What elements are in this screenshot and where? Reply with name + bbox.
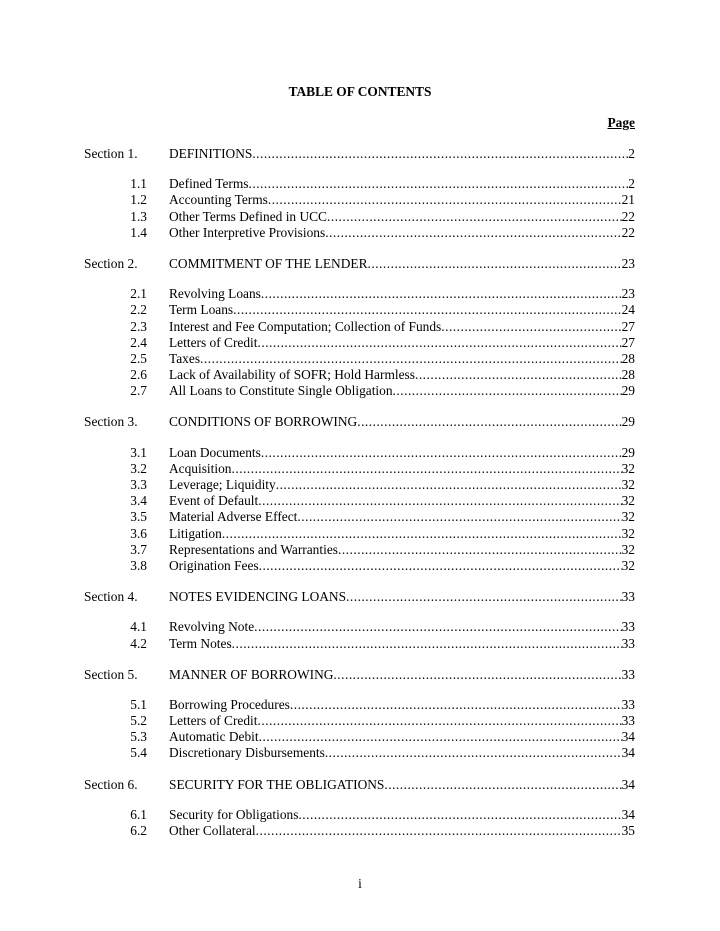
toc-entry-line [169,461,635,477]
dot-leader [232,461,622,477]
toc-entry-page: 33 [621,619,635,635]
toc-entry-page: 34 [621,745,635,761]
toc-entry-page: 29 [621,414,635,430]
toc-entry-number: 3.5 [130,509,147,525]
dot-leader [327,209,622,225]
toc-entry-line [169,445,635,461]
toc-entry-line [169,414,635,430]
toc-entry-number: 1.4 [130,224,147,240]
toc-title: TABLE OF CONTENTS [288,84,432,99]
toc-entry-page: 34 [621,806,635,822]
toc-list [0,146,720,839]
toc-entry-title: Term Notes [169,635,232,651]
toc-subsection-entry[interactable] [0,319,720,335]
dot-leader [298,807,621,823]
toc-section-entry[interactable] [0,256,720,272]
toc-entry-title: Accounting Terms [169,192,268,208]
toc-entry-line [169,176,635,192]
toc-entry-page: 24 [621,302,635,318]
toc-entry-line [169,256,635,272]
dot-leader [232,636,622,652]
toc-entry-page: 32 [621,460,635,476]
toc-entry-number: Section 1. [84,146,138,161]
dot-leader [290,697,622,713]
toc-entry-line [169,589,635,605]
toc-entry-line [169,619,635,635]
dot-leader [259,558,622,574]
toc-entry-number: 6.1 [130,806,147,822]
toc-entry-number: 5.1 [130,696,147,712]
toc-entry-title: COMMITMENT OF THE LENDER [169,255,368,271]
toc-entry-title: Other Interpretive Provisions [169,224,326,240]
toc-entry-line [169,807,635,823]
toc-entry-title: Term Loans [169,302,234,318]
toc-entry-line [169,526,635,542]
toc-entry-page: 22 [621,208,635,224]
toc-entry-line [169,209,635,225]
toc-entry-page: 33 [621,696,635,712]
toc-entry-line [169,383,635,399]
dot-leader [276,477,622,493]
page-number: i [358,876,362,891]
toc-subsection-entry[interactable] [0,192,720,208]
toc-entry-line [169,697,635,713]
dot-leader [325,225,621,241]
toc-entry-line [169,558,635,574]
toc-entry-title: Letters of Credit [169,334,258,350]
toc-entry-line [169,745,635,761]
toc-entry-number: 3.7 [130,541,147,557]
toc-subsection-entry[interactable] [0,636,720,652]
toc-entry-title: Lack of Availability of SOFR; Hold Harmless [169,367,415,383]
toc-subsection-entry[interactable] [0,286,720,302]
toc-subsection-entry[interactable] [0,558,720,574]
toc-entry-line [169,493,635,509]
toc-entry-line [169,335,635,351]
toc-subsection-entry[interactable] [0,209,720,225]
toc-entry-line [169,302,635,318]
toc-entry-page: 32 [621,541,635,557]
toc-subsection-entry[interactable] [0,542,720,558]
toc-entry-number: 2.6 [130,367,147,383]
toc-entry-page: 32 [621,525,635,541]
toc-entry-number: 4.2 [130,635,147,651]
toc-entry-page: 33 [621,713,635,729]
toc-entry-line [169,225,635,241]
toc-entry-number: 6.2 [130,823,147,838]
dot-leader [325,745,622,761]
toc-entry-page: 2 [628,176,635,192]
toc-entry-title: Automatic Debit [169,729,259,745]
toc-subsection-entry[interactable] [0,445,720,461]
toc-entry-title: Defined Terms [169,176,249,192]
toc-entry-title: Discretionary Disbursements [169,745,325,761]
dot-leader [338,542,622,558]
dot-leader [384,777,621,793]
dot-leader [415,367,622,383]
toc-entry-line [169,777,635,793]
toc-entry-line [169,509,635,525]
toc-subsection-entry[interactable] [0,697,720,713]
dot-leader [441,319,621,335]
toc-subsection-entry[interactable] [0,302,720,318]
toc-subsection-entry[interactable] [0,225,720,241]
dot-leader [346,589,622,605]
toc-subsection-entry[interactable] [0,619,720,635]
toc-subsection-entry[interactable] [0,351,720,367]
toc-entry-line [169,729,635,745]
toc-subsection-entry[interactable] [0,526,720,542]
toc-entry-number: 3.1 [130,444,147,460]
toc-entry-line [169,192,635,208]
toc-entry-number: 3.6 [130,525,147,541]
toc-entry-title: Origination Fees [169,557,259,573]
dot-leader [258,493,621,509]
dot-leader [222,526,622,542]
toc-entry-number: Section 2. [84,255,138,271]
toc-entry-line [169,319,635,335]
toc-section-entry[interactable] [0,667,720,683]
toc-entry-number: Section 4. [84,589,138,605]
toc-entry-line [169,542,635,558]
toc-entry-page: 27 [621,318,635,334]
toc-entry-page: 23 [621,255,635,271]
dot-leader [368,256,622,272]
toc-entry-line [169,713,635,729]
toc-entry-page: 28 [621,367,635,383]
toc-entry-number: 2.4 [130,334,147,350]
dot-leader [259,729,622,745]
toc-entry-page: 33 [621,589,635,605]
toc-entry-page: 28 [621,350,635,366]
toc-entry-page: 32 [621,493,635,509]
toc-entry-page: 21 [621,192,635,208]
dot-leader [333,667,621,683]
toc-entry-title: NOTES EVIDENCING LOANS [169,589,347,605]
toc-entry-title: Taxes [169,350,201,366]
dot-leader [357,414,621,430]
toc-entry-title: All Loans to Constitute Single Obligation [169,383,393,399]
toc-entry-number: 1.3 [130,208,147,224]
toc-entry-title: Revolving Note [169,619,255,635]
toc-entry-title: Borrowing Procedures [169,696,290,712]
toc-entry-title: Acquisition [169,460,232,476]
toc-entry-page: 29 [621,444,635,460]
toc-entry-line [169,351,635,367]
toc-subsection-entry[interactable] [0,729,720,745]
toc-entry-line [169,823,635,839]
toc-entry-title: Event of Default [169,493,259,509]
toc-subsection-entry[interactable] [0,823,720,839]
toc-entry-title: Litigation [169,525,222,541]
toc-entry-number: Section 5. [84,666,138,682]
toc-entry-line [169,286,635,302]
toc-entry-number: Section 6. [84,776,138,792]
toc-entry-page: 32 [621,509,635,525]
toc-entry-title: Security for Obligations [169,806,299,822]
dot-leader [200,351,622,367]
toc-entry-number: Section 3. [84,414,138,430]
toc-entry-page: 2 [628,146,635,161]
toc-section-entry[interactable] [0,414,720,430]
toc-entry-page: 35 [621,823,635,838]
toc-entry-page: 34 [621,776,635,792]
toc-entry-line [169,477,635,493]
toc-subsection-entry[interactable] [0,477,720,493]
toc-entry-number: 5.2 [130,713,147,729]
dot-leader [393,383,622,399]
page-column-heading: Page [607,115,635,130]
toc-entry-page: 27 [621,334,635,350]
dot-leader [258,335,622,351]
toc-entry-title: Other Terms Defined in UCC [169,208,327,224]
toc-entry-number: 2.7 [130,383,147,399]
toc-entry-title: Letters of Credit [169,713,258,729]
toc-entry-title: CONDITIONS OF BORROWING [169,414,358,430]
dot-leader [233,302,621,318]
dot-leader [254,619,621,635]
dot-leader [258,713,622,729]
toc-subsection-entry[interactable] [0,713,720,729]
toc-subsection-entry[interactable] [0,461,720,477]
toc-entry-title: Interest and Fee Computation; Collection of Funds [169,318,442,334]
toc-entry-title: SECURITY FOR THE OBLIGATIONS [169,776,385,792]
toc-entry-number: 4.1 [130,619,147,635]
toc-entry-page: 32 [621,477,635,492]
toc-entry-page: 23 [621,286,635,302]
toc-entry-page: 33 [621,635,635,651]
toc-subsection-entry[interactable] [0,807,720,823]
toc-entry-title: Material Adverse Effect [169,509,298,525]
toc-entry-page: 29 [621,383,635,399]
toc-entry-page: 33 [621,666,635,682]
dot-leader [252,146,628,162]
dot-leader [261,445,622,461]
toc-subsection-entry[interactable] [0,383,720,399]
toc-entry-title: Revolving Loans [169,286,261,302]
dot-leader [297,509,621,525]
toc-entry-number: 3.8 [130,557,147,573]
toc-entry-page: 32 [621,557,635,573]
toc-entry-title: Representations and Warranties [169,541,338,557]
toc-entry-number: 3.3 [130,477,147,492]
toc-entry-number: 1.2 [130,192,147,208]
toc-subsection-entry[interactable] [0,509,720,525]
toc-entry-title: Other Collateral [169,823,256,838]
toc-entry-number: 2.3 [130,318,147,334]
toc-entry-number: 3.2 [130,460,147,476]
toc-entry-line [169,636,635,652]
toc-subsection-entry[interactable] [0,367,720,383]
toc-subsection-entry[interactable] [0,493,720,509]
toc-entry-title: Leverage; Liquidity [169,477,276,492]
dot-leader [256,823,622,839]
dot-leader [249,176,629,192]
toc-subsection-entry[interactable] [0,176,720,192]
toc-entry-title: MANNER OF BORROWING [169,666,334,682]
toc-entry-number: 5.3 [130,729,147,745]
toc-entry-title: Loan Documents [169,444,261,460]
toc-section-entry[interactable] [0,589,720,605]
toc-entry-title: DEFINITIONS [169,146,253,161]
toc-entry-line [169,146,635,162]
toc-entry-number: 2.2 [130,302,147,318]
dot-leader [268,192,622,208]
toc-entry-page: 34 [621,729,635,745]
toc-entry-number: 1.1 [130,176,147,192]
toc-entry-number: 5.4 [130,745,147,761]
dot-leader [261,286,622,302]
toc-subsection-entry[interactable] [0,335,720,351]
toc-subsection-entry[interactable] [0,745,720,761]
toc-entry-number: 2.5 [130,350,147,366]
toc-entry-line [169,367,635,383]
toc-section-entry[interactable] [0,777,720,793]
toc-entry-number: 2.1 [130,286,147,302]
toc-entry-number: 3.4 [130,493,147,509]
toc-entry-page: 22 [621,224,635,240]
toc-entry-line [169,667,635,683]
toc-section-entry[interactable] [0,146,720,162]
